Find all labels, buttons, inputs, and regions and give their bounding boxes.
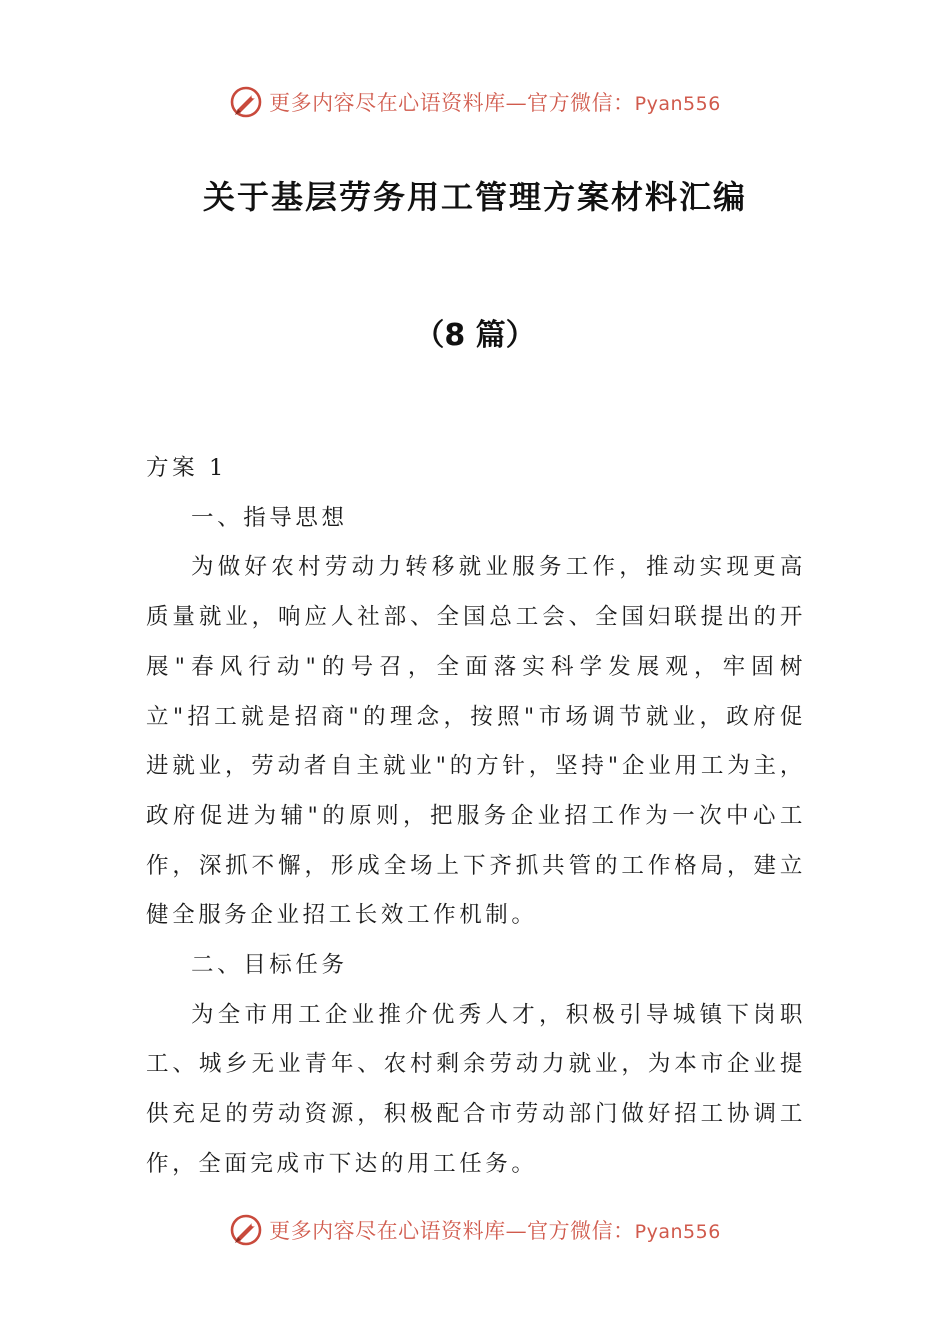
section-heading: 二、目标任务 xyxy=(191,952,348,979)
document-body xyxy=(146,444,806,1190)
wechat-id: Pyan556 xyxy=(634,1221,721,1243)
banner-text: 更多内容尽在心语资料库—官方微信：Pyan556 xyxy=(269,1219,721,1243)
footer-watermark-banner xyxy=(0,1210,950,1250)
banner-text: 更多内容尽在心语资料库—官方微信：Pyan556 xyxy=(269,91,721,115)
header-watermark-banner xyxy=(0,82,950,122)
pen-logo-icon xyxy=(229,1213,263,1247)
wechat-id: Pyan556 xyxy=(634,93,721,115)
plan-label: 方案 1 xyxy=(146,455,227,481)
section-body: 为全市用工企业推介优秀人才，积极引导城镇下岗职工、城乡无业青年、农村剩余劳动力就业，为本市企业提供充足的劳动资源，积极配合市劳动部门做好招工协调工作，全面完成市下达的用工任务。 xyxy=(146,1001,806,1177)
section-body: 为做好农村劳动力转移就业服务工作，推动实现更高质量就业，响应人社部、全国总工会、全国妇联提出的开展"春风行动"的号召，全面落实科学发展观，牢固树立"招工就是招商"的理念，按照"市场调节就业，政府促进就业，劳动者自主就业"的方针，坚持"企业用工为主，政府促进为辅"的原则，把服务企业招工作为一次中心工作，深抓不懈，形成全场上下齐抓共管的工作格局，建立健全服务企业招工长效工作机制。 xyxy=(146,554,806,929)
pen-logo-icon xyxy=(229,85,263,119)
document-subtitle: （8 篇） xyxy=(414,318,536,353)
section-heading: 一、指导思想 xyxy=(191,504,348,531)
document-title: 关于基层劳务用工管理方案材料汇编 xyxy=(202,178,747,216)
